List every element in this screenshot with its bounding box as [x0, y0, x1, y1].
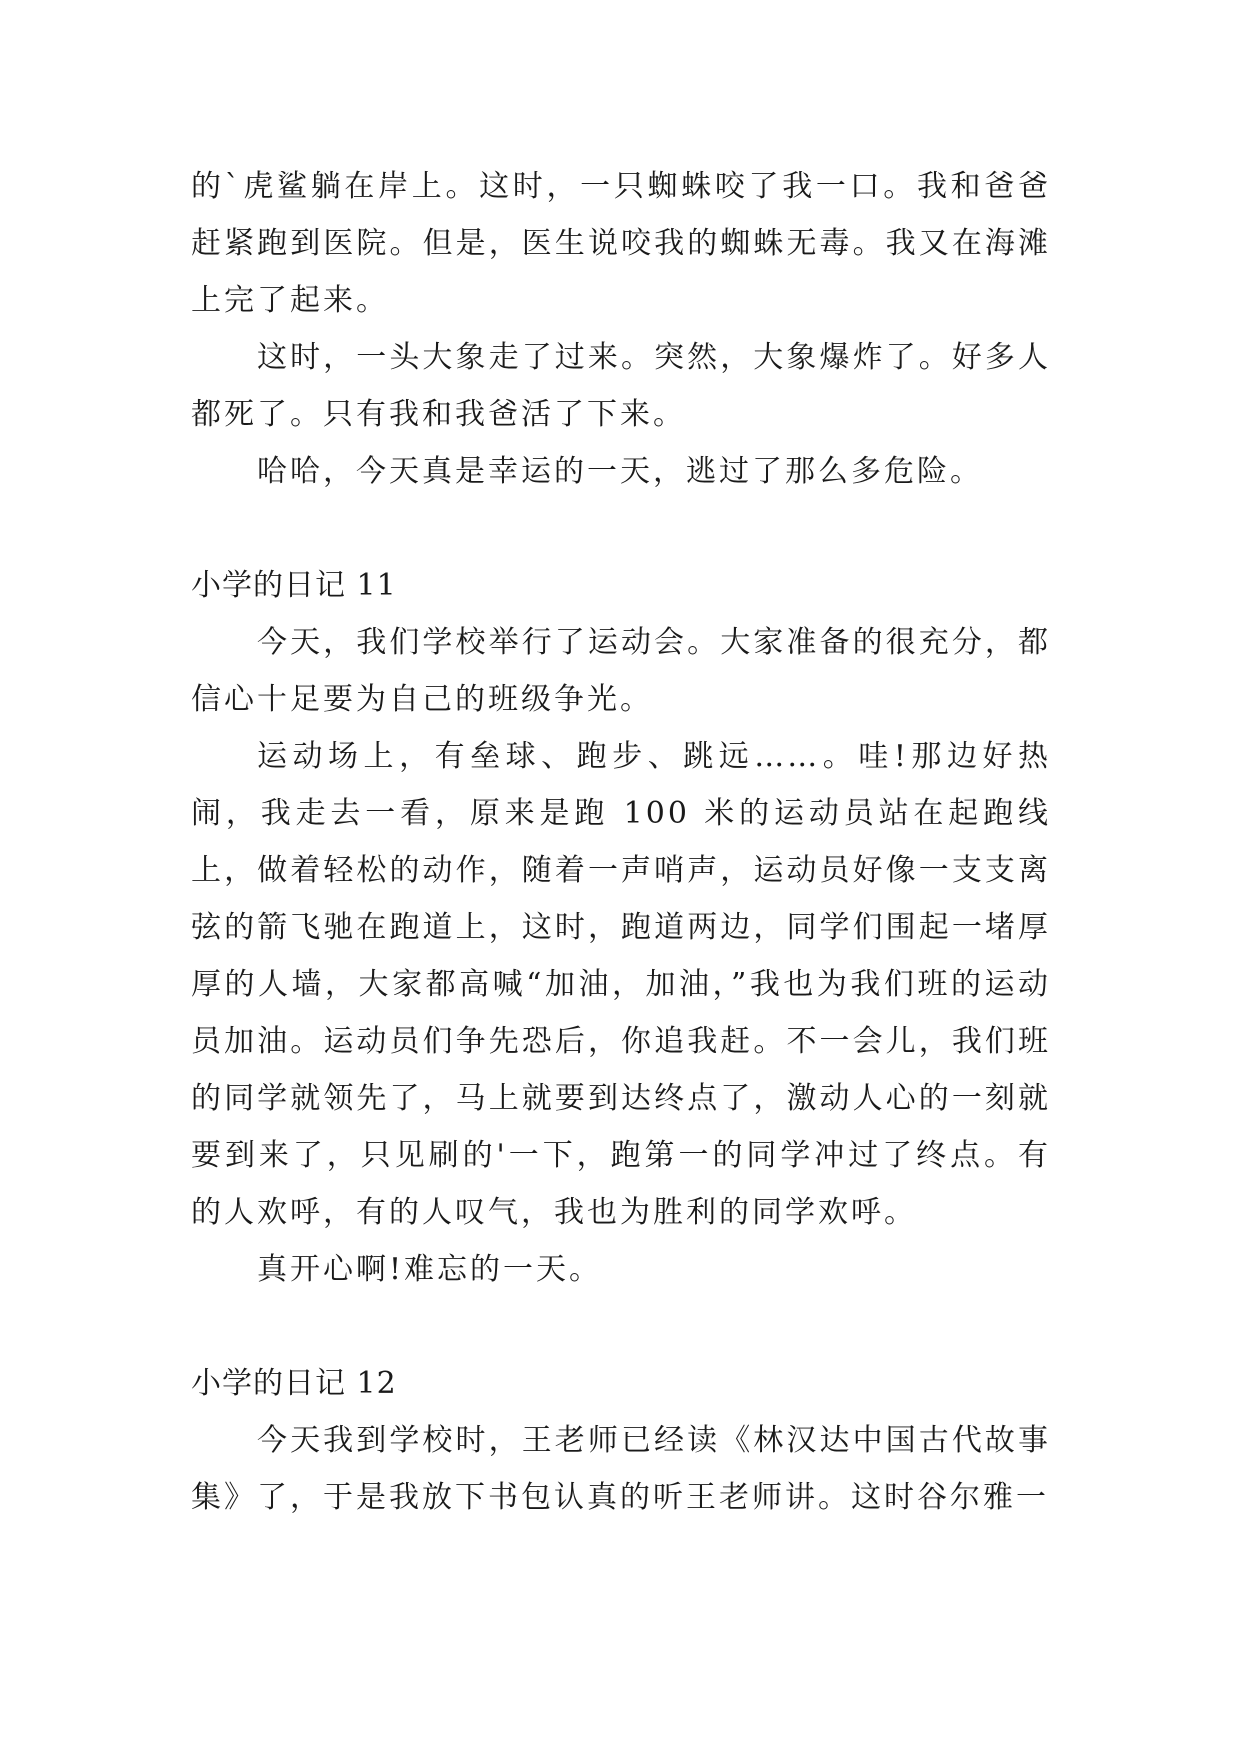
paragraph-5: 运动场上，有垒球、跑步、跳远……。哇!那边好热闹，我走去一看，原来是跑 100 米的运动员站在起跑线上，做着轻松的动作，随着一声哨声，运动员好像一支支离弦的箭飞驰在跑道上，这时，跑道两边，同学们围起一堵厚厚的人墙，大家都高喊“加油，加油，”我也为我们班的运动员加油。运动员们争先恐后，你追我赶。不一会儿，我们班的同学就领先了，马上就要到达终点了，激动人心的一刻就要到来了，只见刷的'一下，跑第一的同学冲过了终点。有的人欢呼，有的人叹气，我也为胜利的同学欢呼。	[191, 739, 1051, 1230]
paragraph-4: 今天，我们学校举行了运动会。大家准备的很充分，都信心十足要为自己的班级争光。	[191, 625, 1051, 717]
paragraph-1: 的`虎鲨躺在岸上。这时，一只蜘蛛咬了我一口。我和爸爸赶紧跑到医院。但是，医生说咬我的蜘蛛无毒。我又在海滩上完了起来。	[191, 169, 1051, 318]
document-body	[191, 158, 1051, 1526]
paragraph-3: 哈哈，今天真是幸运的一天，逃过了那么多危险。	[257, 454, 983, 489]
section-heading-11: 小学的日记 11	[191, 568, 397, 603]
paragraph-7: 今天我到学校时，王老师已经读《林汉达中国古代故事集》了，于是我放下书包认真的听王老师讲。这时谷尔雅一	[191, 1423, 1051, 1515]
paragraph-2: 这时，一头大象走了过来。突然，大象爆炸了。好多人都死了。只有我和我爸活了下来。	[191, 340, 1051, 432]
section-heading-12: 小学的日记 12	[191, 1366, 397, 1401]
paragraph-6: 真开心啊!难忘的一天。	[257, 1252, 603, 1287]
